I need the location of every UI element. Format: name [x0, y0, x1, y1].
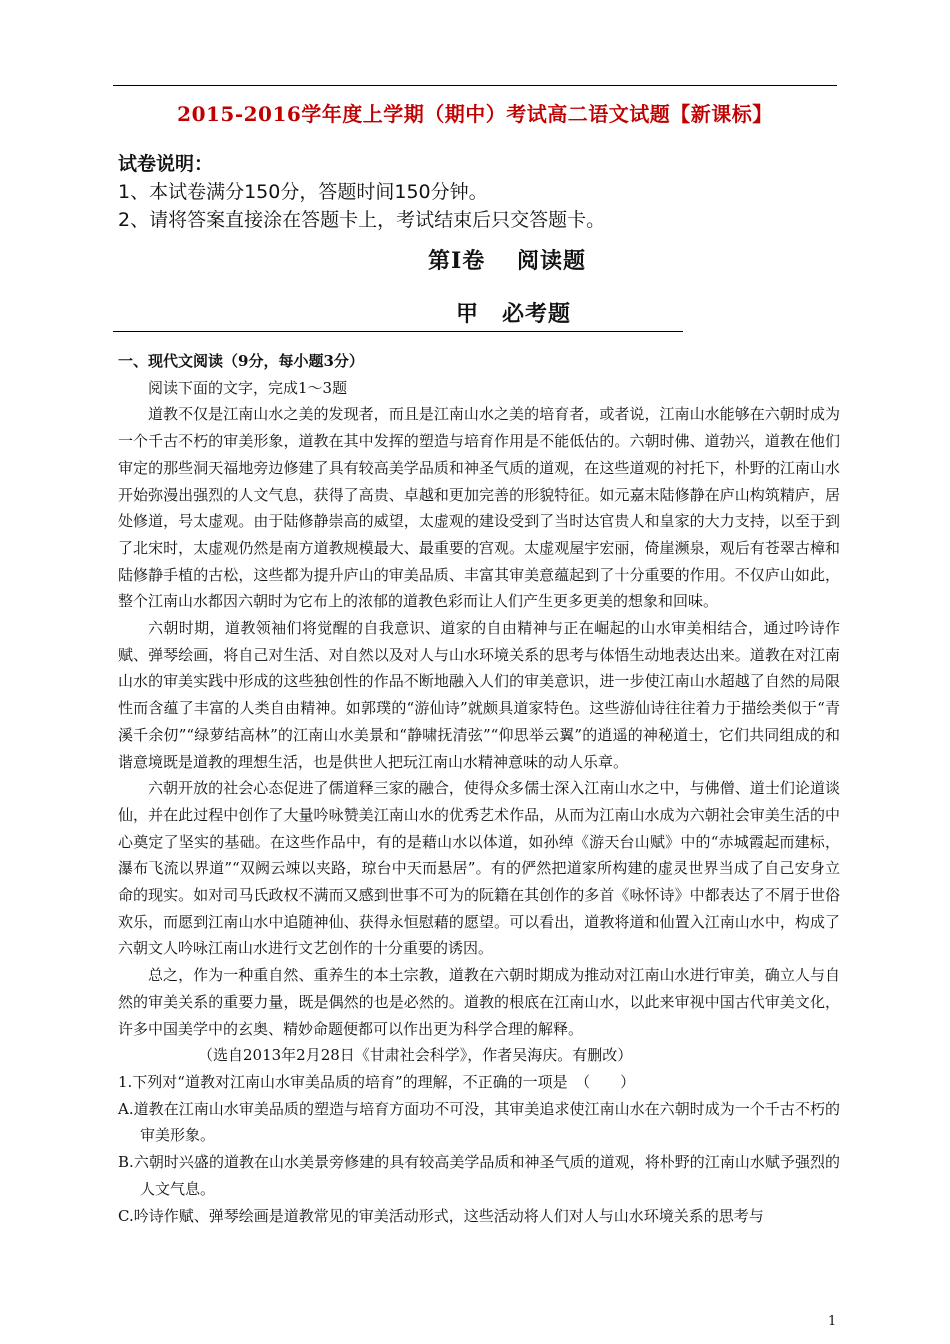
notes-item: 1、本试卷满分150分，答题时间150分钟。	[118, 181, 488, 203]
page-title: 2015-2016学年度上学期（期中）考试高二语文试题【新课标】	[177, 102, 773, 126]
option-c: C.吟诗作赋、弹琴绘画是道教常见的审美活动形式，这些活动将人们对人与山水环境关系的思考与	[118, 1206, 764, 1225]
top-rule	[113, 85, 837, 86]
source-citation: （选自2013年2月28日《甘肃社会科学》，作者吴海庆。有删改）	[198, 1046, 633, 1065]
instruction: 阅读下面的文字，完成1～3题	[148, 378, 348, 397]
paragraph: 六朝时期，道教领袖们将觉醒的自我意识、道家的自由精神与正在崛起的山水审美相结合，通过吟诗作赋、弹琴绘画，将自己对生活、对自然以及对人与山水环境关系的思考与体悟生动地表达出来。道教在对江南山水的审美实践中形成的这些独创性的作品不断地融入人们的审美意识，进一步使江南山水超越了自然的局限性而含蕴了丰富的人类自由精神。如郭璞的“游仙诗”就颇具道家特色。这些游仙诗往往着力于描绘类似于“青溪千余仞”“绿萝结高林”的江南山水美景和“静啸抚清弦”“仰思举云翼”的逍遥的神秘道士，它们共同组成的和谐意境既是道教的理想生活，也是供世人把玩江南山水精神意味的动人乐章。	[118, 619, 840, 771]
reading-body	[118, 348, 840, 1229]
part-heading: 一、现代文阅读（9分，每小题3分）	[118, 352, 364, 370]
notes-item: 2、请将答案直接涂在答题卡上，考试结束后只交答题卡。	[118, 209, 606, 231]
section-rule	[113, 331, 683, 332]
question-1: 1.下列对“道教对江南山水审美品质的培育”的理解，不正确的一项是 （ ）	[118, 1072, 636, 1091]
section-heading-reading: 第Ⅰ卷 阅读题	[428, 248, 586, 274]
option-a: A.道教在江南山水审美品质的塑造与培育方面功不可没，其审美追求使江南山水在六朝时成为一个千古不朽的审美形象。	[118, 1099, 840, 1145]
paragraph: 总之，作为一种重自然、重养生的本土宗教，道教在六朝时期成为推动对江南山水进行审美，确立人与自然的审美关系的重要力量，既是偶然的也是必然的。道教的根底在江南山水，以此来审视中国古代审美文化，许多中国美学中的玄奥、精妙命题便都可以作出更为科学合理的解释。	[118, 966, 840, 1038]
page-number: 1	[828, 1314, 837, 1329]
option-b: B.六朝时兴盛的道教在山水美景旁修建的具有较高美学品质和神圣气质的道观，将朴野的江南山水赋予强烈的人文气息。	[118, 1153, 840, 1198]
exam-notes	[118, 150, 605, 234]
paragraph: 道教不仅是江南山水之美的发现者，而且是江南山水之美的培育者，或者说，江南山水能够在六朝时成为一个千古不朽的审美形象，道教在其中发挥的塑造与培育作用是不能低估的。六朝时佛、道勃兴，道教在他们审定的那些洞天福地旁边修建了具有较高美学品质和神圣气质的道观，在这些道观的衬托下，朴野的江南山水开始弥漫出强烈的人文气息，获得了高贵、卓越和更加完善的形貌特征。如元嘉末陆修静在庐山构筑精庐，居处修道，号太虚观。由于陆修静崇高的威望，太虚观的建设受到了当时达官贵人和皇家的大力支持，以至于到了北宋时，太虚观仍然是南方道教规模最大、最重要的宫观。太虚观屋宇宏丽，倚崖濒泉，观后有苍翠古樟和陆修静手植的古松，这些都为提升庐山的审美品质、丰富其审美意蕴起到了十分重要的作用。不仅庐山如此，整个江南山水都因六朝时为它布上的浓郁的道教色彩而让人们产生更多更美的想象和回味。	[118, 405, 840, 611]
section-heading-required: 甲 必考题	[456, 301, 572, 327]
paragraph: 六朝开放的社会心态促进了儒道释三家的融合，使得众多儒士深入江南山水之中，与佛僧、道士们论道谈仙，并在此过程中创作了大量吟咏赞美江南山水的优秀艺术作品，从而为江南山水成为六朝社会审美生活的中心奠定了坚实的基础。在这些作品中，有的是藉山水以体道，如孙绰《游天台山赋》中的“赤城霞起而建标，瀑布飞流以界道”“双阙云竦以夹路，琼台中天而悬居”。有的俨然把道家所构建的虚灵世界当成了自己安身立命的现实。如对司马氏政权不满而又感到世事不可为的阮籍在其创作的多首《咏怀诗》中都表达了不屑于世俗欢乐，而愿到江南山水中追随神仙、获得永恒慰藉的愿望。可以看出，道教将道和仙置入江南山水中，构成了六朝文人吟咏江南山水进行文艺创作的十分重要的诱因。	[118, 779, 840, 958]
notes-heading: 试卷说明：	[118, 153, 214, 175]
